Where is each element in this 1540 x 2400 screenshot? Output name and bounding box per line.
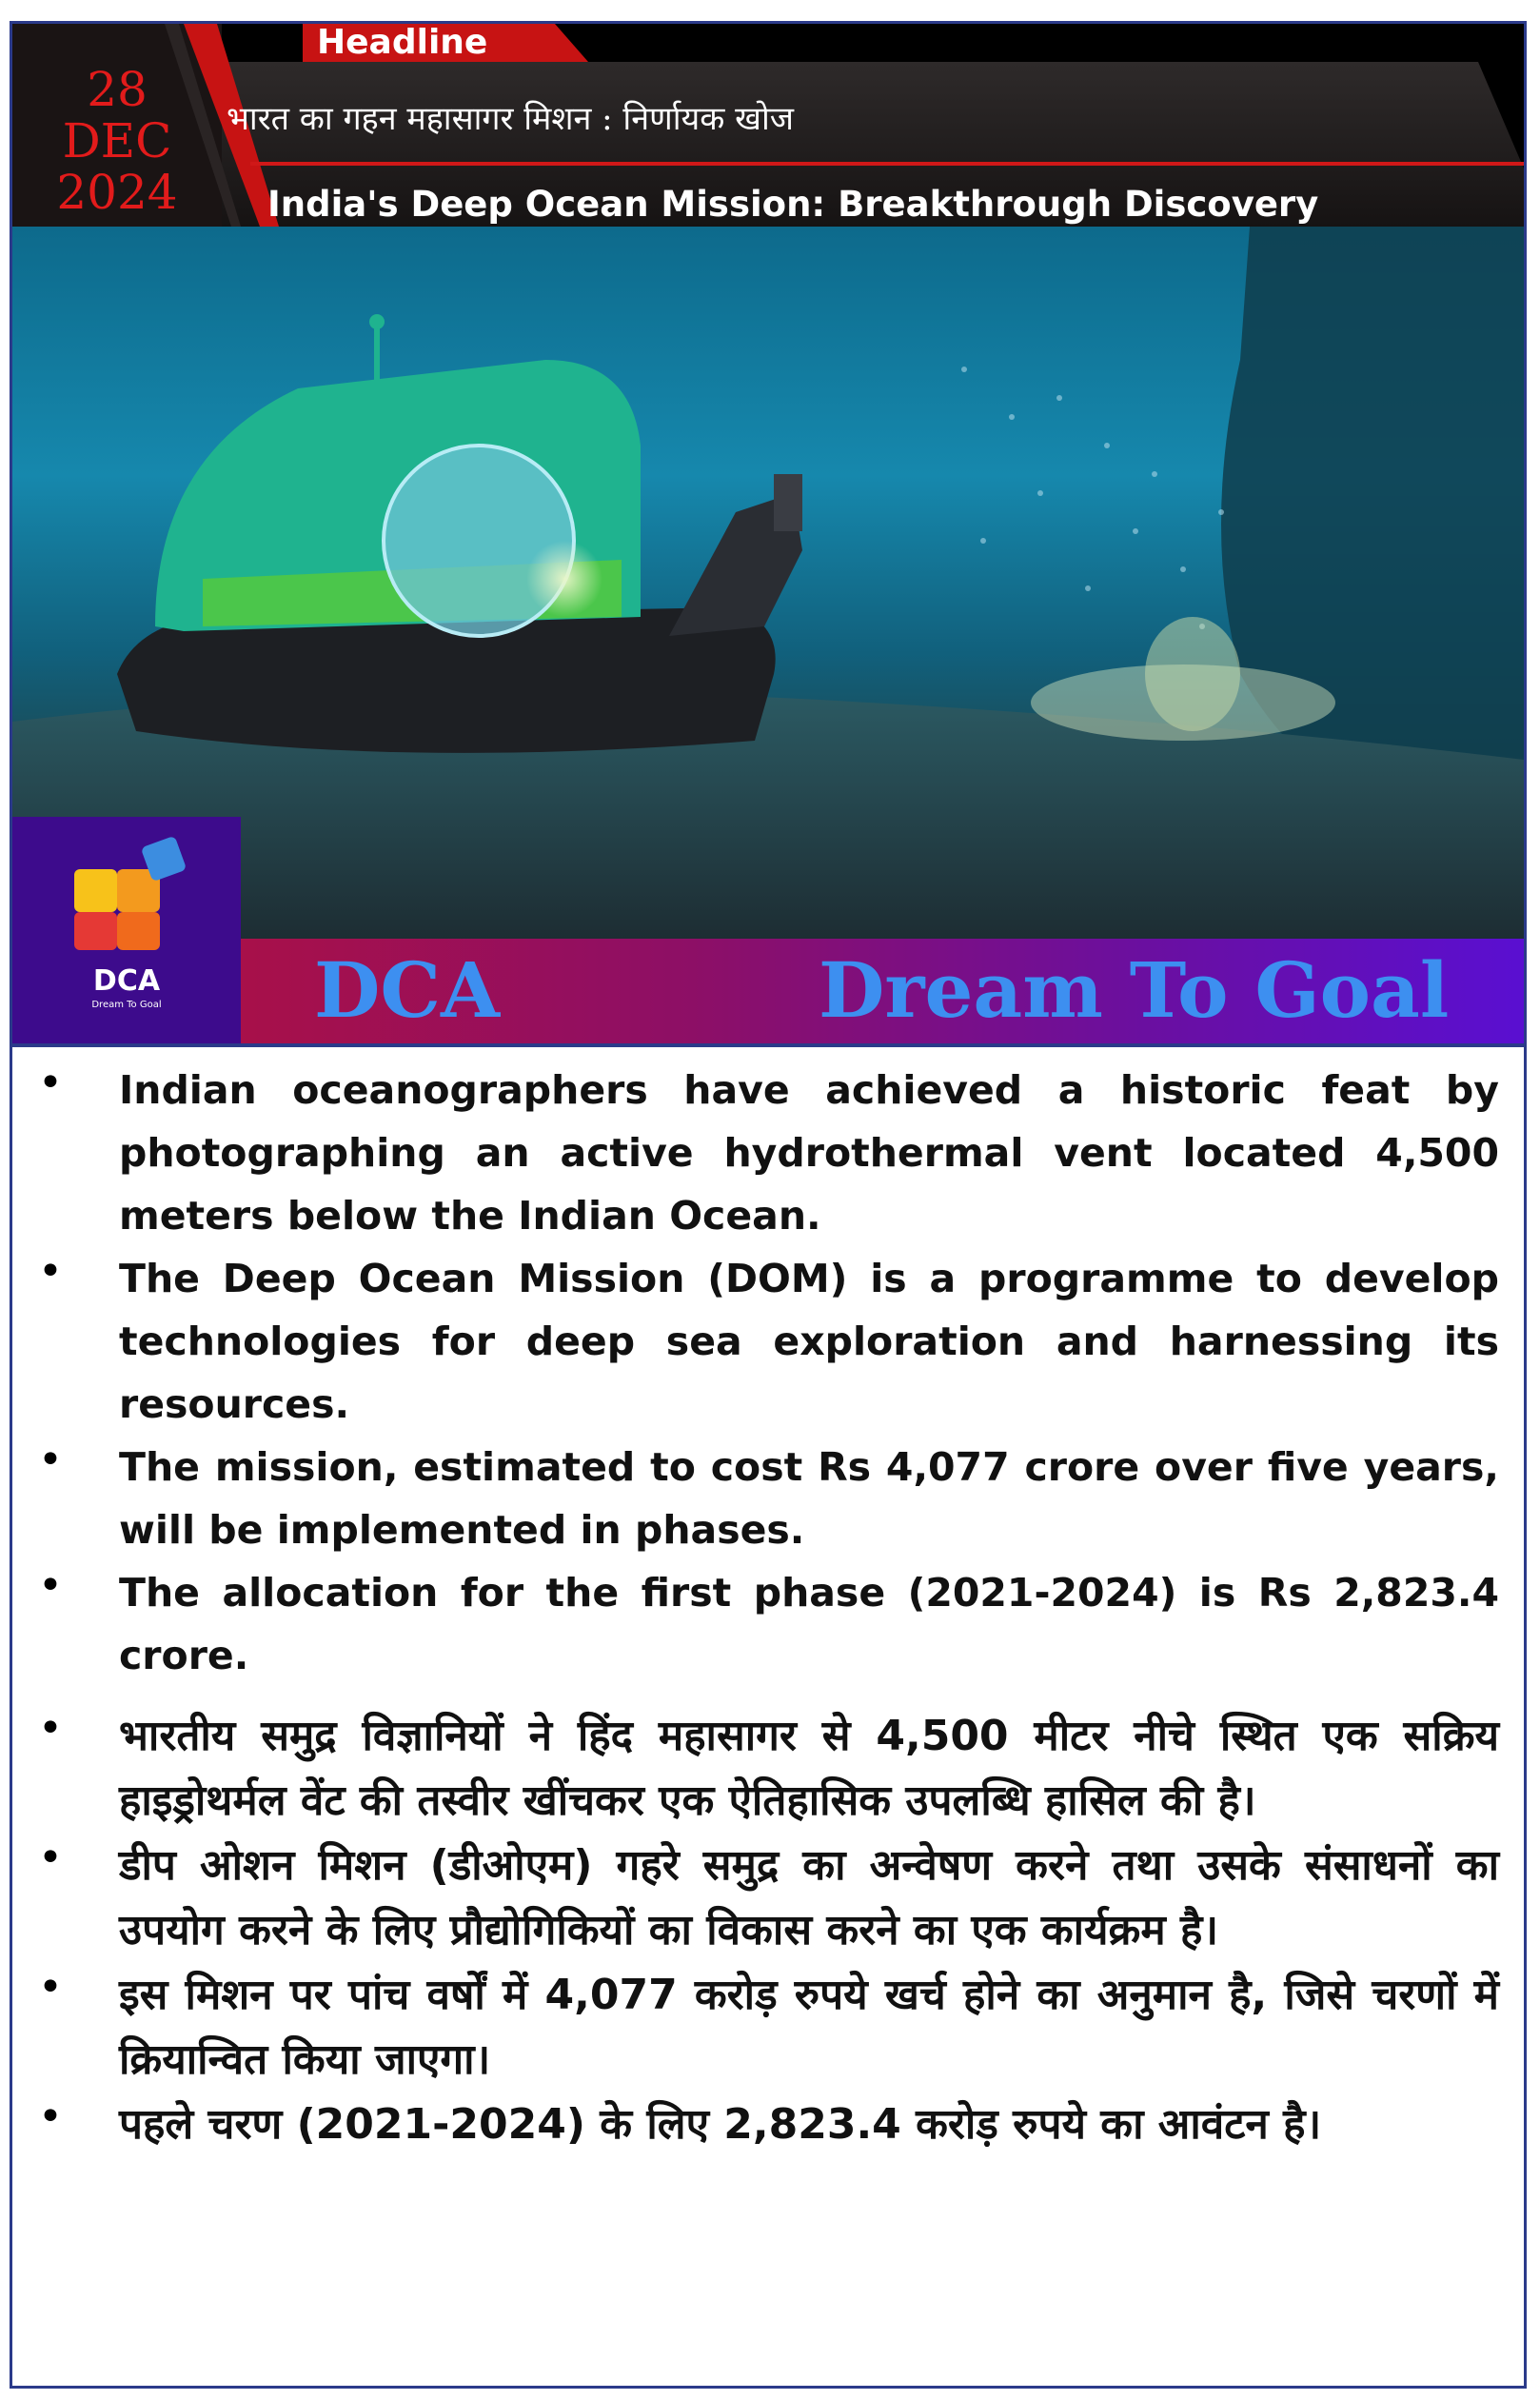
bullet-en-1: Indian oceanographers have achieved a historic feat by photographing an active hydrothermal vent located 4,500 meters below the Indian Ocean.: [119, 1067, 1499, 1239]
bullet-symbol: •: [38, 1436, 63, 1484]
headline-header: [12, 24, 1524, 227]
brand-divider: [12, 1043, 1524, 1047]
date-year: 2024: [56, 165, 178, 220]
bullet-symbol: •: [38, 1963, 63, 2012]
brand-tagline: Dream To Goal: [819, 945, 1450, 1035]
title-divider: [250, 162, 1524, 166]
list-item: [38, 1247, 1499, 1436]
bullet-symbol: •: [38, 1561, 63, 1610]
bullet-hi-3: इस मिशन पर पांच वर्षों में 4,077 करोड़ रुपये खर्च होने का अनुमान है, जिसे चरणों में क्रियान्वित किया जाएगा।: [119, 1971, 1499, 2084]
bullet-symbol: •: [38, 2093, 63, 2141]
logo-text: DCA: [92, 964, 161, 998]
dca-logo: [12, 817, 241, 1043]
list-item: [38, 1963, 1499, 2093]
list-item: [38, 1704, 1499, 1834]
brand-name: DCA: [314, 945, 501, 1035]
content-bullets: [38, 1059, 1499, 2157]
list-item: [38, 1059, 1499, 1247]
date-day: 28: [87, 62, 148, 117]
list-item: [38, 1561, 1499, 1687]
puzzle-logo-icon: [12, 817, 241, 960]
bullet-symbol: •: [38, 1247, 63, 1296]
bullet-en-4: The allocation for the first phase (2021-2024) is Rs 2,823.4 crore.: [119, 1570, 1499, 1678]
list-item: [38, 1436, 1499, 1561]
bullet-hi-2: डीप ओशन मिशन (डीओएम) गहरे समुद्र का अन्वेषण करने तथा उसके संसाधनों का उपयोग करने के लिए प्रौद्योगिकियों का विकास करने का एक कार्यक्रम है।: [119, 1841, 1499, 1954]
list-item: [38, 1834, 1499, 1963]
bullet-symbol: •: [38, 1704, 63, 1753]
list-item: [38, 2093, 1499, 2157]
bullet-hi-1: भारतीय समुद्र विज्ञानियों ने हिंद महासागर से 4,500 मीटर नीचे स्थित एक सक्रिय हाइड्रोथर्मल वेंट की तस्वीर खींचकर एक ऐतिहासिक उपलब्धि हासिल की है।: [119, 1712, 1499, 1825]
bullet-en-2: The Deep Ocean Mission (DOM) is a programme to develop technologies for deep sea exploration and harnessing its resources.: [119, 1256, 1499, 1427]
bullet-symbol: •: [38, 1059, 63, 1107]
bullet-hi-4: पहले चरण (2021-2024) के लिए 2,823.4 करोड़ रुपये का आवंटन है।: [119, 2100, 1322, 2149]
logo-subtitle: Dream To Goal: [91, 1000, 162, 1010]
headline-label: Headline: [317, 24, 488, 62]
bullet-en-3: The mission, estimated to cost Rs 4,077 crore over five years, will be implemented in phases.: [119, 1444, 1499, 1553]
title-english: India's Deep Ocean Mission: Breakthrough Discovery: [267, 184, 1319, 225]
title-hindi: भारत का गहन महासागर मिशन : निर्णायक खोज: [227, 100, 794, 138]
bullet-symbol: •: [38, 1834, 63, 1882]
date-month: DEC: [62, 113, 172, 169]
